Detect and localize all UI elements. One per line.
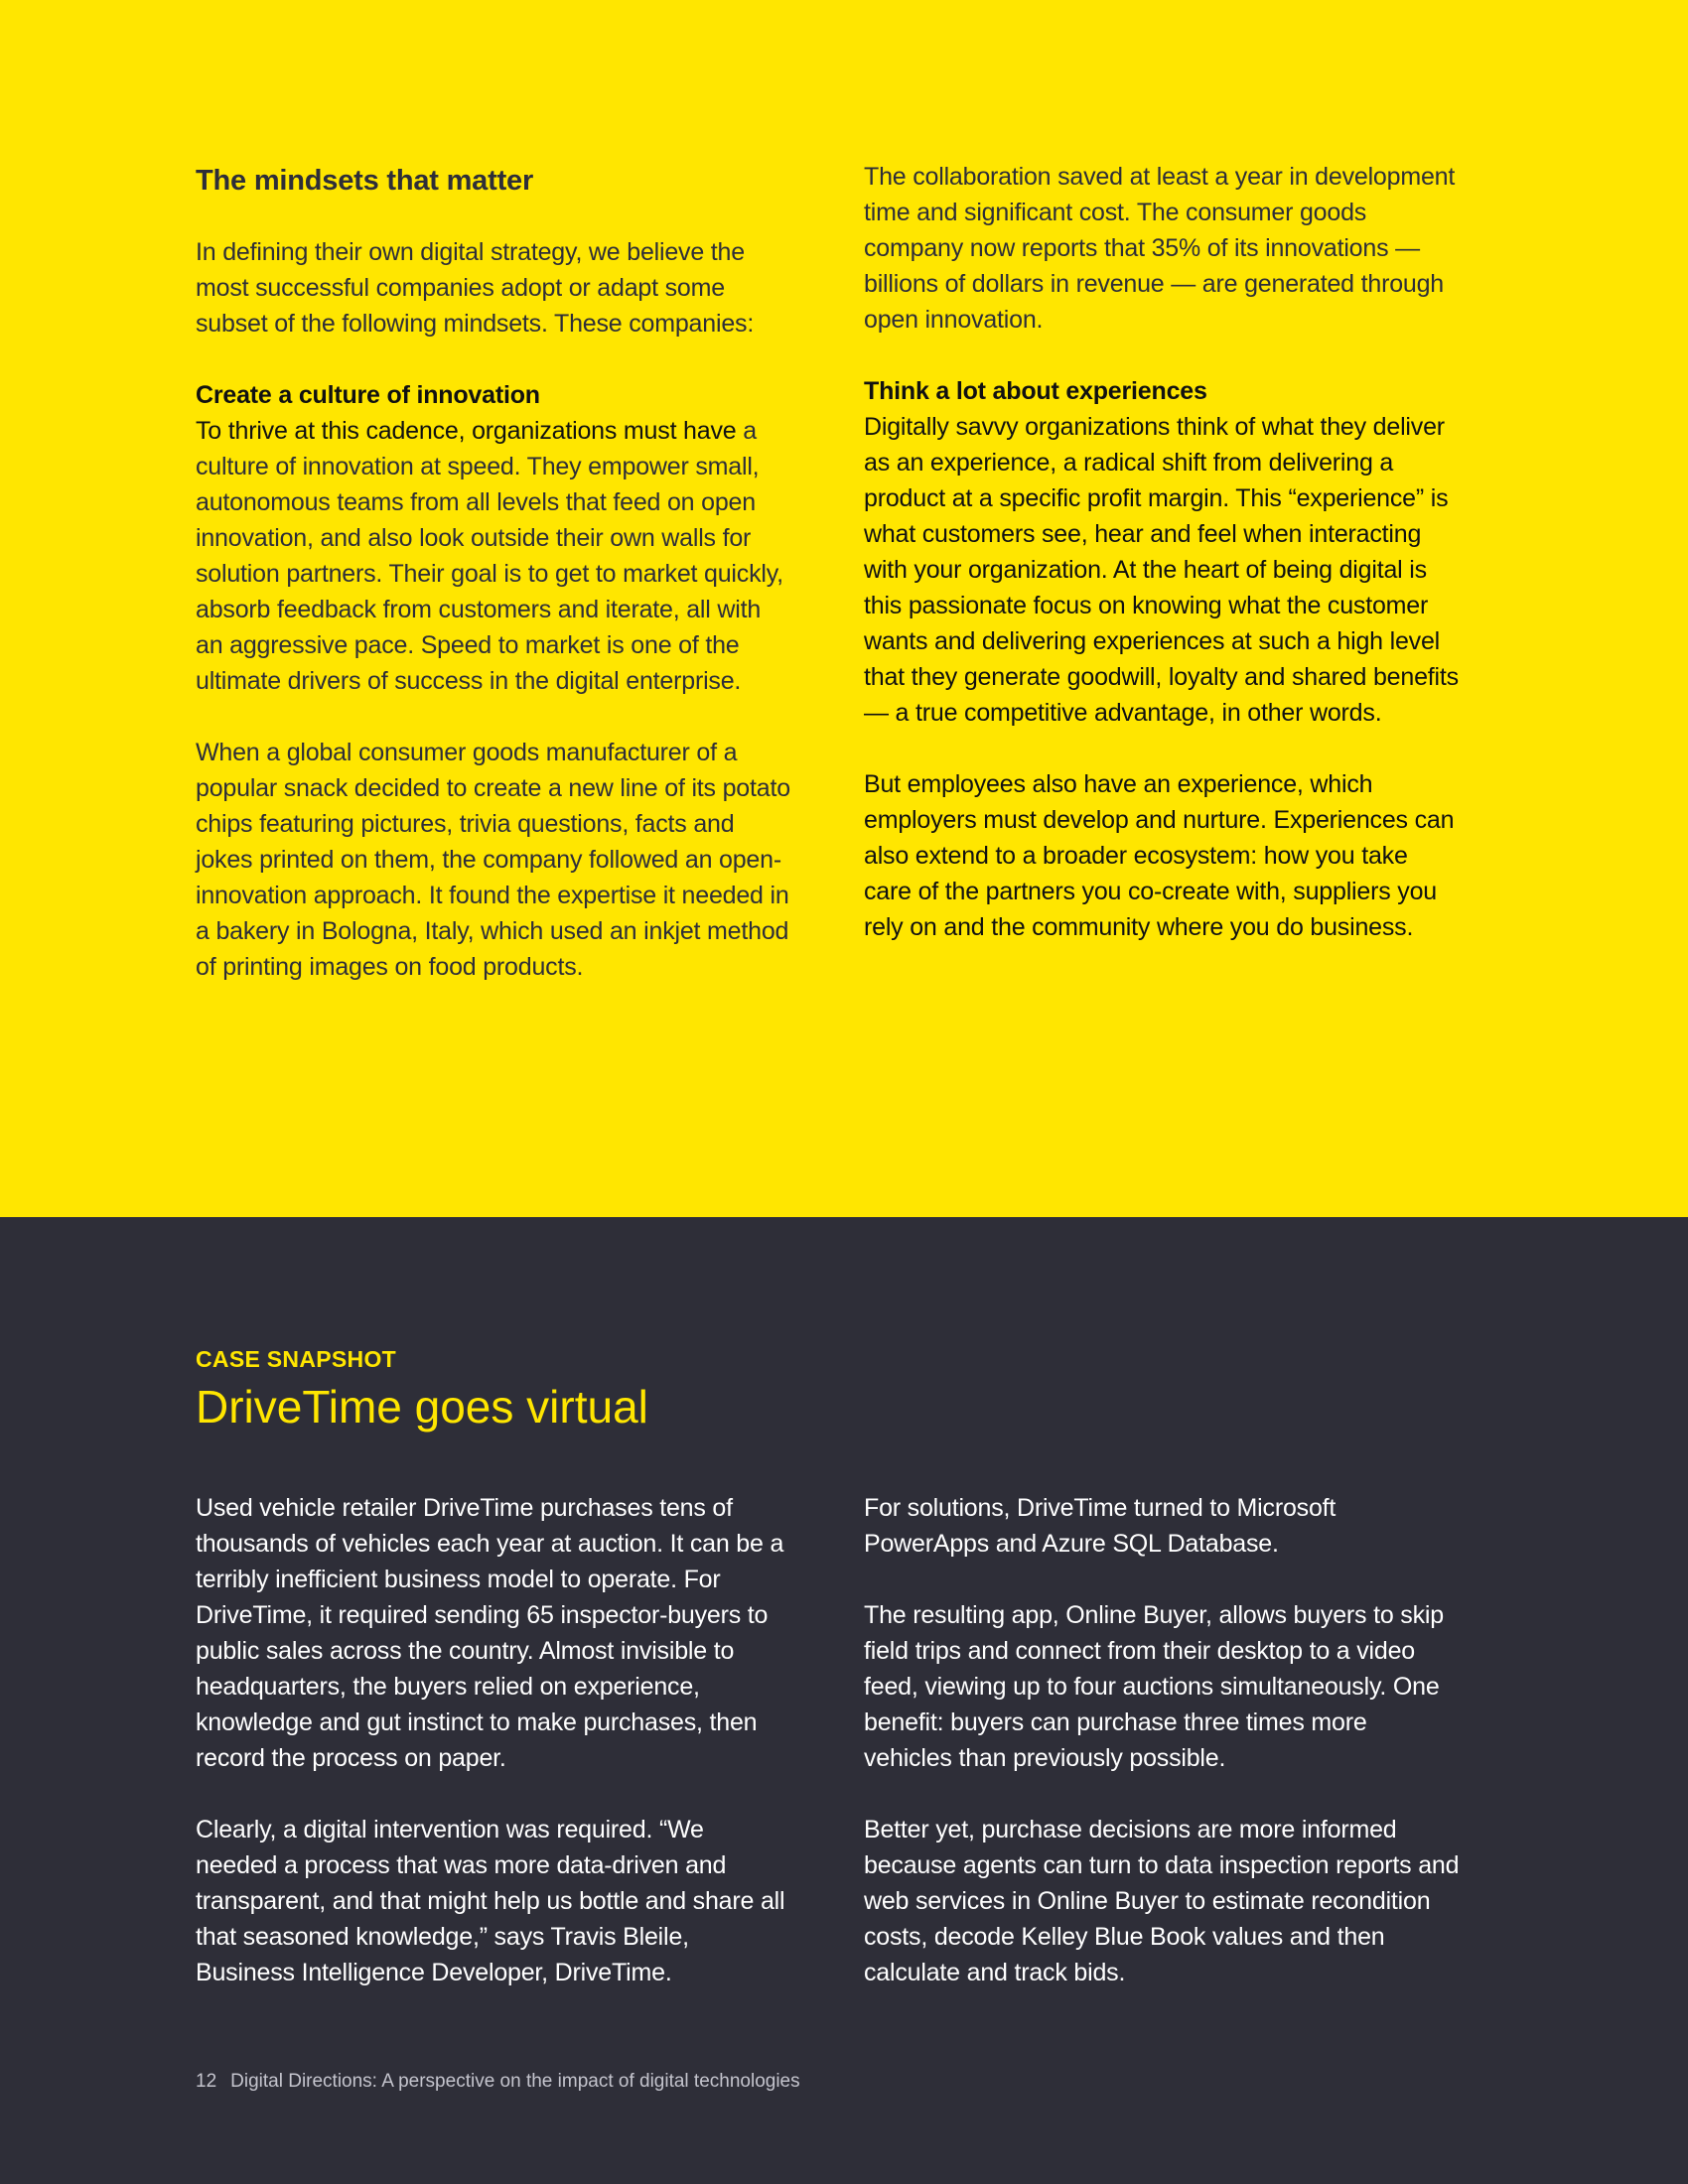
page-number: 12 (196, 2071, 217, 2092)
experiences-block (864, 373, 1460, 731)
innovation-block (196, 377, 791, 699)
case-paragraph-2: Clearly, a digital intervention was required. “We needed a process that was more data-driven and transparent, and that might help us bottle and share all that seasoned knowledge,” says Travis Bleile, Business Intelligence Developer, DriveTime. (196, 1816, 785, 1986)
case-paragraph-3: For solutions, DriveTime turned to Microsoft PowerApps and Azure SQL Database. (864, 1494, 1336, 1558)
page-footer (196, 2071, 800, 2093)
case-paragraph-4: The resulting app, Online Buyer, allows buyers to skip field trips and connect from their desktop to a video feed, viewing up to four auctions simultaneously. One benefit: buyers can purchase three times more vehicles than previously possible. (864, 1601, 1444, 1772)
innovation-body: a culture of innovation at speed. They empower small, autonomous teams from all levels that feed on open innovation, and also look outside their own walls for solution partners. Their goal is to get to market quickly, absorb feedback from customers and iterate, all with an aggressive pace. Speed to market is one of the ultimate drivers of success in the digital enterprise. (196, 417, 783, 695)
case-snapshot-section (0, 1217, 1688, 2184)
section-title: The mindsets that matter (196, 165, 534, 197)
innovation-lead: To thrive at this cadence, organizations must have (196, 417, 737, 445)
innovation-result-paragraph: The collaboration saved at least a year in development time and significant cost. The consumer goods company now reports that 35% of its innovations — billions of dollars in revenue — are generated through open innovation. (864, 163, 1456, 334)
case-paragraph-1: Used vehicle retailer DriveTime purchases tens of thousands of vehicles each year at auction. It can be a terribly inefficient business model to operate. For DriveTime, it required sending 65 inspector-buyers to public sales across the country. Almost invisible to headquarters, the buyers relied on experience, knowledge and gut instinct to make purchases, then record the process on paper. (196, 1494, 784, 1772)
case-title: DriveTime goes virtual (196, 1381, 648, 1433)
case-right-column (864, 1490, 1460, 2026)
case-kicker: CASE SNAPSHOT (196, 1346, 396, 1372)
footer-text: Digital Directions: A perspective on the impact of digital technologies (230, 2071, 800, 2092)
innovation-heading: Create a culture of innovation (196, 381, 540, 409)
intro-paragraph: In defining their own digital strategy, we believe the most successful companies adopt or adapt some subset of the following mindsets. These companies: (196, 238, 755, 338)
experiences-heading: Think a lot about experiences (864, 377, 1207, 405)
mindsets-right-column (864, 159, 1460, 981)
case-paragraph-5: Better yet, purchase decisions are more informed because agents can turn to data inspection reports and web services in Online Buyer to estimate recondition costs, decode Kelley Blue Book values and then calculate and track bids. (864, 1816, 1460, 1986)
experiences-body: Digitally savvy organizations think of what they deliver as an experience, a radical shift from delivering a product at a specific profit margin. This “experience” is what customers see, hear and feel when interacting with your organization. At the heart of being digital is this passionate focus on knowing what the customer wants and delivering experiences at such a high level that they generate goodwill, loyalty and shared benefits — a true competitive advantage, in other words. (864, 413, 1459, 727)
case-left-column (196, 1490, 791, 2026)
employees-paragraph: But employees also have an experience, which employers must develop and nurture. Experiences can also extend to a broader ecosystem: how you take care of the partners you co-create with, suppliers you rely on and the community where you do business. (864, 770, 1455, 941)
innovation-example-paragraph: When a global consumer goods manufacturer of a popular snack decided to create a new line of its potato chips featuring pictures, trivia questions, facts and jokes printed on them, the company followed an open-innovation approach. It found the expertise it needed in a bakery in Bologna, Italy, which used an inkjet method of printing images on food products. (196, 739, 790, 981)
mindsets-left-column (196, 159, 791, 1021)
